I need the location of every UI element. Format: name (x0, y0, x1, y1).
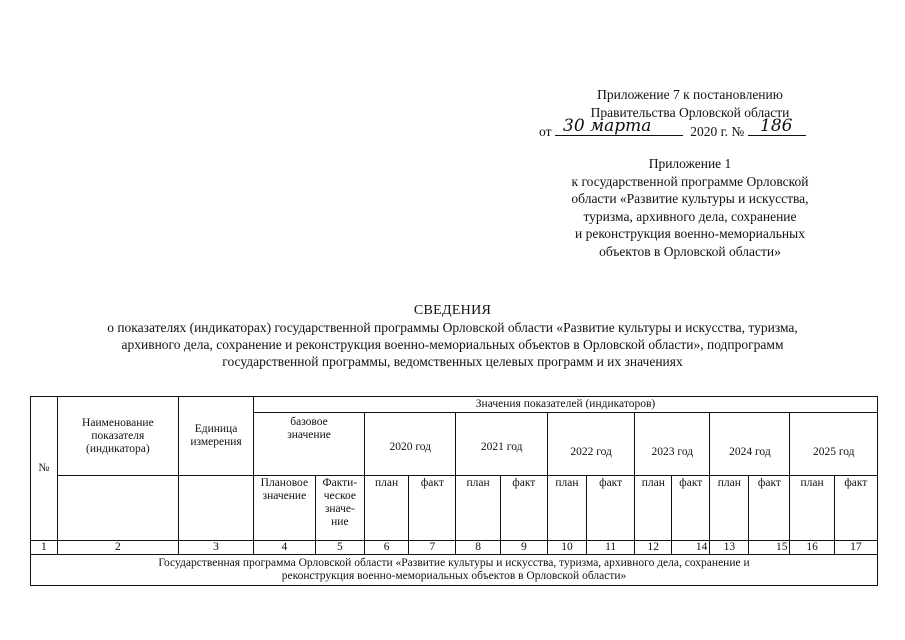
header-year-2021: 2021 год (456, 413, 547, 476)
appendix7-line1: Приложение 7 к постановлению (597, 87, 783, 102)
header-actual-value: Факти-ческое значе-ние (315, 476, 364, 541)
year-text: 2020 г. № (690, 124, 745, 139)
header-plan: план (790, 476, 834, 541)
document-title (20, 302, 885, 370)
header-base: базовое значение (254, 413, 365, 476)
header-fact: факт (834, 476, 877, 541)
col-number: 13 (710, 541, 749, 555)
appendix7-header (539, 86, 835, 141)
header-fact: факт (587, 476, 635, 541)
decree-date-line (539, 116, 835, 141)
col-number: 6 (365, 541, 409, 555)
number-field (748, 116, 806, 136)
header-row-1 (31, 397, 878, 413)
title-heading: СВЕДЕНИЯ (413, 303, 492, 318)
appendix1-line: к государственной программе Орловской (571, 173, 809, 189)
col-number: 15 (749, 541, 790, 555)
program-row (31, 555, 878, 586)
from-prefix: от (539, 124, 552, 139)
handwritten-date (555, 115, 683, 137)
header-values: Значения показателей (индикаторов) (254, 397, 878, 413)
appendix1-line: области «Развитие культуры и искусства, (571, 191, 809, 206)
header-year-2020: 2020 год (365, 413, 456, 476)
header-fact: факт (749, 476, 790, 541)
appendix1-line: и реконструкция военно-мемориальных (575, 226, 805, 241)
col-number: 5 (315, 541, 364, 555)
header-name-empty (57, 476, 178, 541)
col-number: 2 (57, 541, 178, 555)
col-number: 10 (547, 541, 586, 555)
header-plan: план (710, 476, 749, 541)
header-unit: Единица измерения (179, 397, 254, 476)
col-number: 9 (500, 541, 547, 555)
header-year-2025: 2025 год (790, 413, 878, 476)
handwritten-date-text: 30 марта (562, 116, 652, 136)
title-line: о показателях (индикаторах) государственной программы Орловской области «Развитие культуры и искусства, туризма, (107, 320, 798, 335)
indicators-table (30, 396, 878, 586)
col-number: 12 (635, 541, 672, 555)
header-unit-empty (179, 476, 254, 541)
col-number: 16 (790, 541, 834, 555)
col-number: 1 (31, 541, 58, 555)
header-year-2023: 2023 год (635, 413, 710, 476)
title-line: государственной программы, ведомственных целевых программ и их значениях (222, 354, 683, 369)
appendix1-line: Приложение 1 (648, 156, 732, 171)
handwritten-number (748, 115, 806, 137)
col-number: 4 (254, 541, 316, 555)
appendix1-header (545, 155, 835, 260)
header-plan: план (547, 476, 586, 541)
header-name: Наименование показателя (индикатора) (57, 397, 178, 476)
appendix1-line: объектов в Орловской области» (599, 243, 781, 259)
col-number: 11 (587, 541, 635, 555)
header-planned-value: Плановое значение (254, 476, 316, 541)
col-number: 8 (456, 541, 500, 555)
header-fact: факт (500, 476, 547, 541)
title-line: архивного дела, сохранение и реконструкция военно-мемориальных объектов в Орловской области», подпрограмм (121, 337, 784, 352)
header-fact: факт (672, 476, 710, 541)
col-number: 14 (672, 541, 710, 555)
col-number: 7 (409, 541, 456, 555)
header-fact: факт (409, 476, 456, 541)
col-number: 3 (179, 541, 254, 555)
date-field (555, 116, 683, 136)
column-number-row (31, 541, 878, 555)
program-title: Государственная программа Орловской области «Развитие культуры и искусства, туризма, архивного дела, сохранение и реконструкция военно-мемориальных объектов в Орловской области» (31, 555, 878, 586)
header-row-3 (31, 476, 878, 541)
appendix7-line2: Правительства Орловской области (590, 104, 790, 120)
header-year-2022: 2022 год (547, 413, 634, 476)
header-no: № (31, 397, 58, 541)
header-plan: план (365, 476, 409, 541)
header-plan: план (456, 476, 500, 541)
col-number: 17 (834, 541, 877, 555)
header-plan: план (635, 476, 672, 541)
appendix1-line: туризма, архивного дела, сохранение (583, 208, 797, 224)
handwritten-number-text: 186 (759, 116, 793, 136)
header-year-2024: 2024 год (710, 413, 790, 476)
